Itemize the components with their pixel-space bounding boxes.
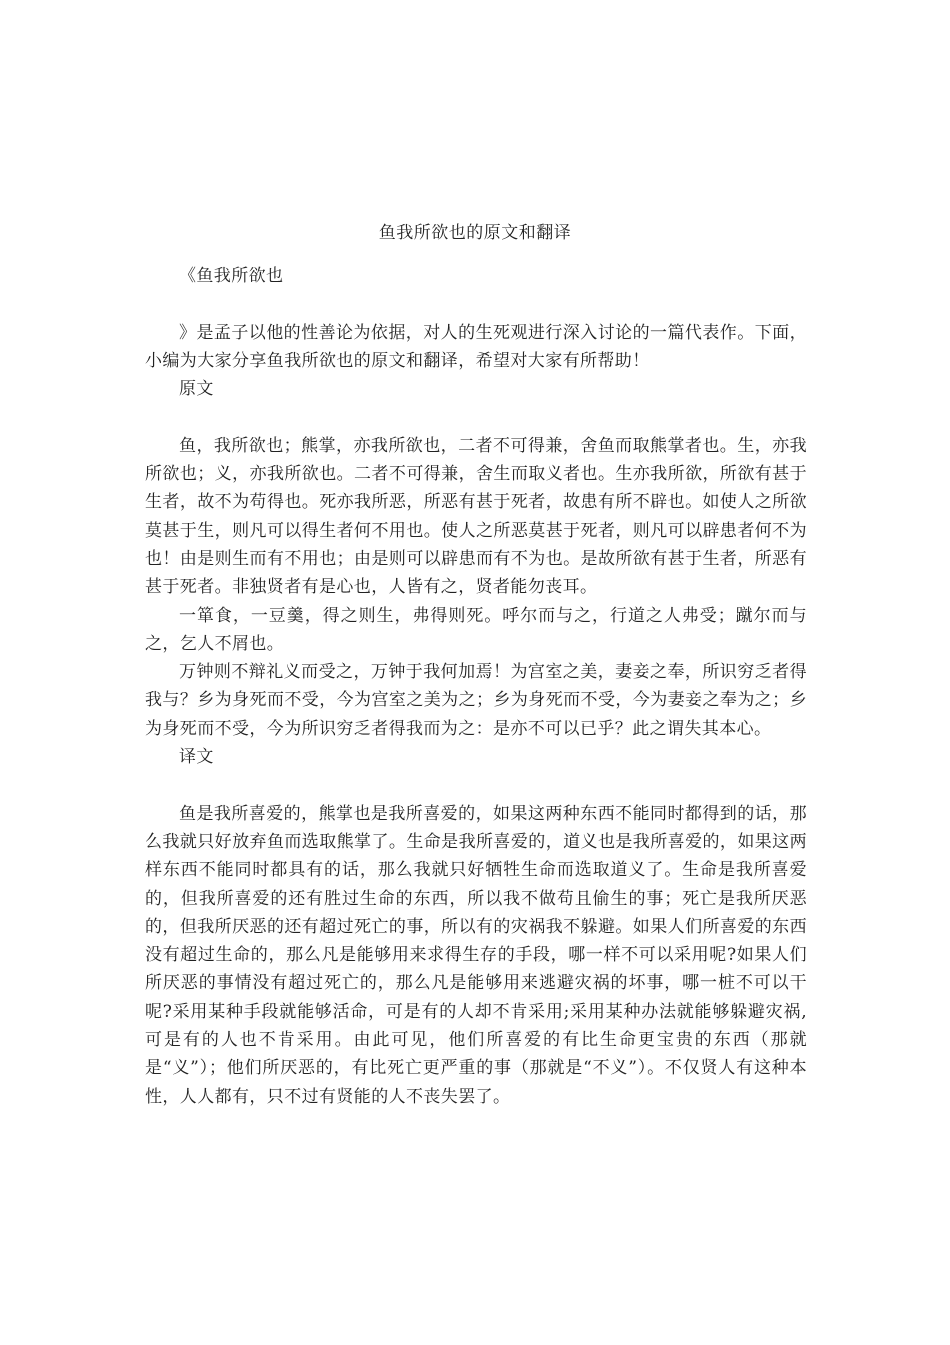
- blank-line: [145, 771, 807, 799]
- document-body: [145, 262, 807, 1111]
- original-paragraph: 万钟则不辩礼义而受之，万钟于我何加焉！为宫室之美，妻妾之奉，所识穷乏者得我与？乡为身死而不受，今为宫室之美为之；乡为身死而不受，今为妻妾之奉为之；乡为身死而不受，今为所识穷乏者得我而为之：是亦不可以已乎？此之谓失其本心。: [145, 662, 807, 739]
- translation-heading: 译文: [179, 747, 214, 768]
- blank-line: [145, 403, 807, 431]
- intro-line: 《鱼我所欲也: [179, 266, 284, 286]
- document-title: 鱼我所欲也的原文和翻译: [378, 223, 572, 243]
- intro-paragraph: 》是孟子以他的性善论为依据，对人的生死观进行深入讨论的一篇代表作。下面，小编为大家分享鱼我所欲也的原文和翻译，希望对大家有所帮助！: [145, 322, 807, 371]
- translation-paragraph: 鱼是我所喜爱的，熊掌也是我所喜爱的，如果这两种东西不能同时都得到的话，那么我就只好放弃鱼而选取熊掌了。生命是我所喜爱的，道义也是我所喜爱的，如果这两样东西不能同时都具有的话，那么我就只好牺牲生命而选取道义了。生命是我所喜爱的，但我所喜爱的还有胜过生命的东西，所以我不做苟且偷生的事；死亡是我所厌恶的，但我所厌恶的还有超过死亡的事，所以有的灾祸我不躲避。如果人们所喜爱的东西没有超过生命的，那么凡是能够用来求得生存的手段，哪一样不可以采用呢?如果人们所厌恶的事情没有超过死亡的，那么凡是能够用来逃避灾祸的坏事，哪一桩不可以干呢?采用某种手段就能够活命，可是有的人却不肯采用;采用某种办法就能够躲避灾祸,可是有的人也不肯采用。由此可见，他们所喜爱的有比生命更宝贵的东西（那就是“义”）；他们所厌恶的，有比死亡更严重的事（那就是“不义”）。不仅贤人有这种本性，人人都有，只不过有贤能的人不丧失罢了。: [145, 803, 807, 1107]
- original-paragraph: 一箪食，一豆羹，得之则生，弗得则死。呼尔而与之，行道之人弗受；蹴尔而与之，乞人不屑也。: [145, 605, 807, 654]
- blank-line: [145, 290, 807, 318]
- original-paragraph: 鱼，我所欲也；熊掌，亦我所欲也，二者不可得兼，舍鱼而取熊掌者也。生，亦我所欲也；义，亦我所欲也。二者不可得兼，舍生而取义者也。生亦我所欲，所欲有甚于生者，故不为苟得也。死亦我所恶，所恶有甚于死者，故患有所不辟也。如使人之所欲莫甚于生，则凡可以得生者何不用也。使人之所恶莫甚于死者，则凡可以辟患者何不为也！由是则生而有不用也；由是则可以辟患而有不为也。是故所欲有甚于生者，所恶有甚于死者。非独贤者有是心也，人皆有之，贤者能勿丧耳。: [145, 435, 807, 598]
- original-heading: 原文: [179, 379, 214, 400]
